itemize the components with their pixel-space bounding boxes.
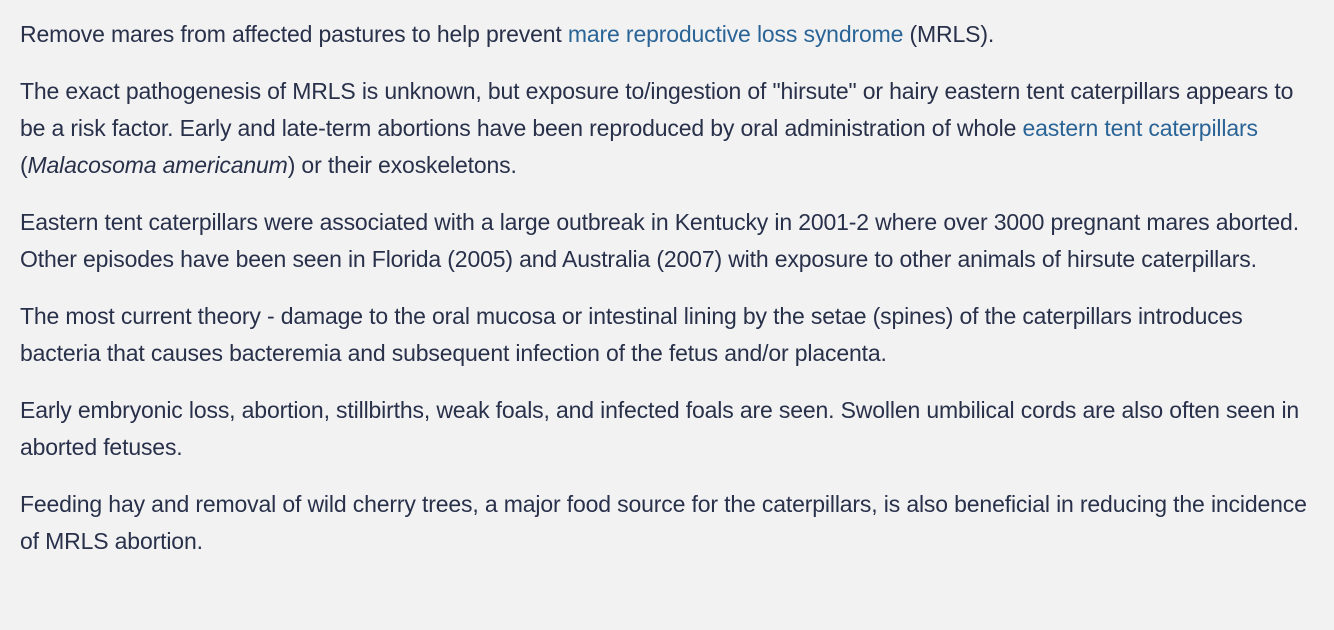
paragraph-pathogenesis xyxy=(20,73,1314,184)
eastern-tent-caterpillars-link[interactable]: eastern tent caterpillars xyxy=(1022,115,1258,141)
paragraph-text: (MRLS). xyxy=(903,21,995,47)
paragraph-text: ) or their exoskeletons. xyxy=(287,152,517,178)
paragraph-text: ( xyxy=(20,152,28,178)
paragraph-feeding: Feeding hay and removal of wild cherry trees, a major food source for the caterpillars, is also beneficial in reducing the incidence of MRLS abortion. xyxy=(20,491,1307,554)
paragraph-signs: Early embryonic loss, abortion, stillbirths, weak foals, and infected foals are seen. Swollen umbilical cords are also often seen in aborted fetuses. xyxy=(20,397,1300,460)
paragraph-outbreaks: Eastern tent caterpillars were associated with a large outbreak in Kentucky in 2001-2 where over 3000 pregnant mares aborted. Other episodes have been seen in Florida (2005) and Australia (2007) with exposure to other animals of hirsute caterpillars. xyxy=(20,209,1299,272)
mrls-link[interactable]: mare reproductive loss syndrome xyxy=(567,21,904,47)
paragraph-text: Remove mares from affected pastures to help prevent xyxy=(20,21,568,47)
paragraph-text: The exact pathogenesis of MRLS is unknown, but exposure to/ingestion of "hirsute" or hairy eastern tent caterpillars appears to be a risk factor. Early and late-term abortions have been reproduced by oral administration of whole xyxy=(20,78,1294,141)
species-name: Malacosoma americanum xyxy=(27,152,288,178)
paragraph-prevention xyxy=(20,16,1314,53)
paragraph-theory: The most current theory - damage to the oral mucosa or intestinal lining by the setae (spines) of the caterpillars introduces bacteria that causes bacteremia and subsequent infection of the fetus and/or placenta. xyxy=(20,303,1243,366)
